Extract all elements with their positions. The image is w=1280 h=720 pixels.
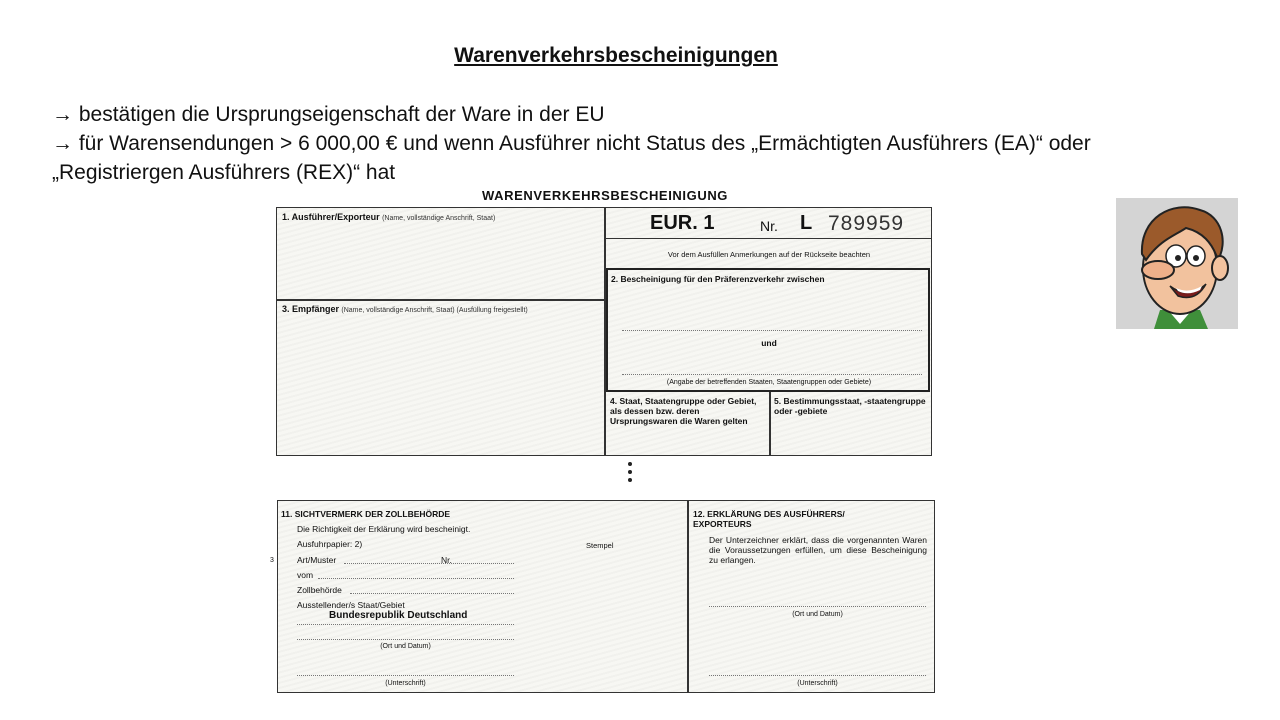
vom-line — [318, 578, 514, 579]
field12-title: 12. ERKLÄRUNG DES AUSFÜHRERS/ EXPORTEURS — [693, 509, 845, 529]
staat-value: Bundesrepublik Deutschland — [329, 610, 468, 621]
l-label: L — [800, 212, 813, 234]
stempel-label: Stempel — [586, 541, 614, 550]
slide-title: Warenverkehrsbescheinigungen — [454, 44, 778, 67]
field1-label — [282, 212, 602, 224]
unterschrift-line-11 — [297, 675, 514, 676]
field11-line1: Die Richtigkeit der Erklärung wird bescheinigt. — [297, 524, 471, 534]
eur1-label: EUR. 1 — [650, 212, 715, 234]
nr-label: Nr. — [760, 218, 778, 234]
field3-hint: (Name, vollständige Anschrift, Staat) (Ausfüllung freigestellt) — [341, 307, 528, 314]
staat-label: Ausstellender/s Staat/Gebiet — [297, 600, 405, 610]
vom-label: vom — [297, 570, 314, 580]
art-line — [344, 563, 514, 564]
ort-line-12 — [709, 606, 926, 607]
nr-field-label: Nr. — [441, 555, 452, 565]
zollbehoerde-label: Zollbehörde — [297, 585, 342, 595]
form-heading: WARENVERKEHRSBESCHEINIGUNG — [482, 188, 729, 203]
field5-title: 5. Bestimmungsstaat, -staatengruppe oder -gebiete — [774, 396, 926, 416]
field2-line-2 — [622, 374, 922, 375]
form-notice: Vor dem Ausfüllen Anmerkungen auf der Rückseite beachten — [667, 250, 871, 259]
staat-line — [297, 624, 514, 625]
serial-number: 789959 — [828, 212, 905, 235]
cartoon-man-avatar-icon — [1116, 198, 1238, 329]
unterschrift-line-12 — [709, 675, 926, 676]
ort-line-11 — [297, 639, 514, 640]
field3-label — [282, 304, 602, 316]
field12-text: Der Unterzeichner erklärt, dass die vorgenannten Waren die Voraussetzungen erfüllen, um diese Bescheinigung zu erlangen. — [709, 535, 927, 565]
field1-title: 1. Ausführer/Exporteur — [282, 212, 380, 222]
ellipsis-vertical-icon — [624, 462, 636, 486]
zollbehoerde-line — [350, 593, 514, 594]
form-divider-bottom — [687, 500, 689, 693]
field2-note: (Angabe der betreffenden Staaten, Staatengruppen oder Gebiete) — [666, 379, 872, 386]
field11-title: 11. SICHTVERMERK DER ZOLLBEHÖRDE — [281, 509, 451, 519]
field1-hint: (Name, vollständige Anschrift, Staat) — [382, 215, 496, 222]
field11-unterschrift: (Unterschrift) — [385, 680, 426, 687]
field2-title: 2. Bescheinigung für den Präferenzverkehr zwischen — [611, 274, 825, 284]
field2-line-1 — [622, 330, 922, 331]
field11-ort: (Ort und Datum) — [380, 643, 431, 650]
margin-mark: 3 — [270, 557, 274, 564]
field3-title: 3. Empfänger — [282, 304, 340, 314]
field4-title: 4. Staat, Staatengruppe oder Gebiet, als dessen bzw. deren Ursprungswaren die Waren gelten — [610, 396, 757, 426]
field2-und: und — [761, 338, 777, 348]
bullet-list — [52, 100, 1162, 187]
field11-line2: Ausfuhrpapier: 2) — [297, 539, 363, 549]
bullet-item-1: → bestätigen die Ursprungseigenschaft der Ware in der EU — [52, 103, 605, 126]
form-divider-field45 — [769, 392, 771, 456]
bullet-item-2: → für Warensendungen > 6 000,00 € und wenn Ausführer nicht Status des „Ermächtigten Ausführers (EA)“ oder „Registriergen Ausführers (REX)“ hat — [52, 132, 1091, 184]
art-label: Art/Muster — [297, 555, 337, 565]
field12-ort: (Ort und Datum) — [792, 611, 843, 618]
form-divider-eur — [604, 238, 932, 239]
form-divider-field1 — [276, 299, 605, 301]
field12-unterschrift: (Unterschrift) — [797, 680, 838, 687]
